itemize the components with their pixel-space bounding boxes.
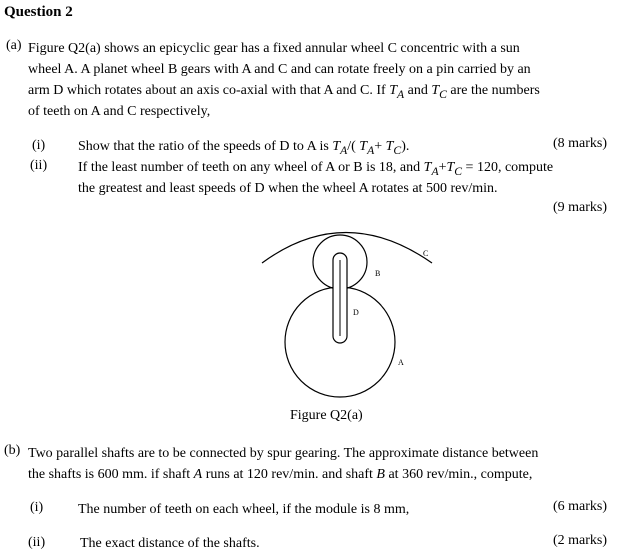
part-a-line-1: Figure Q2(a) shows an epicyclic gear has a fixed annular wheel C concentric with a sun [28,41,520,56]
part-b-i-text: The number of teeth on each wheel, if the module is 8 mm, [78,502,410,517]
part-a-ii-label: (ii) [30,158,48,173]
shaft-b-var: B [376,467,385,482]
part-b-label: (b) [4,443,21,458]
figure-caption: Figure Q2(a) [290,408,363,423]
label-a: A [398,358,404,367]
shaft-a-var: A [193,467,203,482]
part-a-i-marks: (8 marks) [552,136,607,151]
part-b-i-label: (i) [30,500,44,515]
part-a-ii-marks: (9 marks) [552,200,607,215]
part-a-ii-line-1: If the least number of teeth on any wheel of A or B is 18, and $T_A+T_C = 120$, compute [78,160,554,178]
part-a-i-label: (i) [32,138,46,153]
part-a-line-3-end: are the numbers [450,83,540,98]
part-b-line-1: Two parallel shafts are to be connected by spur gearing. The approximate distance between [28,446,539,461]
label-c: C [423,249,429,258]
part-a-ii-line-2: the greatest and least speeds of D when the wheel A rotates at 500 rev/min. [78,181,498,196]
part-a-label: (a) [6,38,22,53]
part-b-line-2: the shafts is 600 mm. if shaft A runs at 120 rev/min. and shaft B at 360 rev/min., compute, [28,467,533,482]
part-a-line-2: wheel A. A planet wheel B gears with A and C and can rotate freely on a pin carried by an [28,62,531,77]
part-a-line-3-text: arm D which rotates about an axis co-axial with that A and C. If [28,83,386,98]
label-b: B [375,269,381,278]
part-a-i-text: Show that the ratio of the speeds of D to A is $T_A/$( $T_A+ T_C$). [78,139,410,157]
part-a-line-4: of teeth on A and C respectively, [28,104,211,119]
var-ta: $T_A$ [389,83,405,101]
part-b-ii-label: (ii) [28,535,46,550]
label-d: D [353,308,359,317]
part-b-ii-text: The exact distance of the shafts. [80,536,260,551]
question-title: Question 2 [4,4,73,20]
var-tc: $T_C$ [431,83,447,101]
part-b-ii-marks: (2 marks) [552,533,607,548]
word-and: and [407,83,428,98]
part-b-i-marks: (6 marks) [552,499,607,514]
